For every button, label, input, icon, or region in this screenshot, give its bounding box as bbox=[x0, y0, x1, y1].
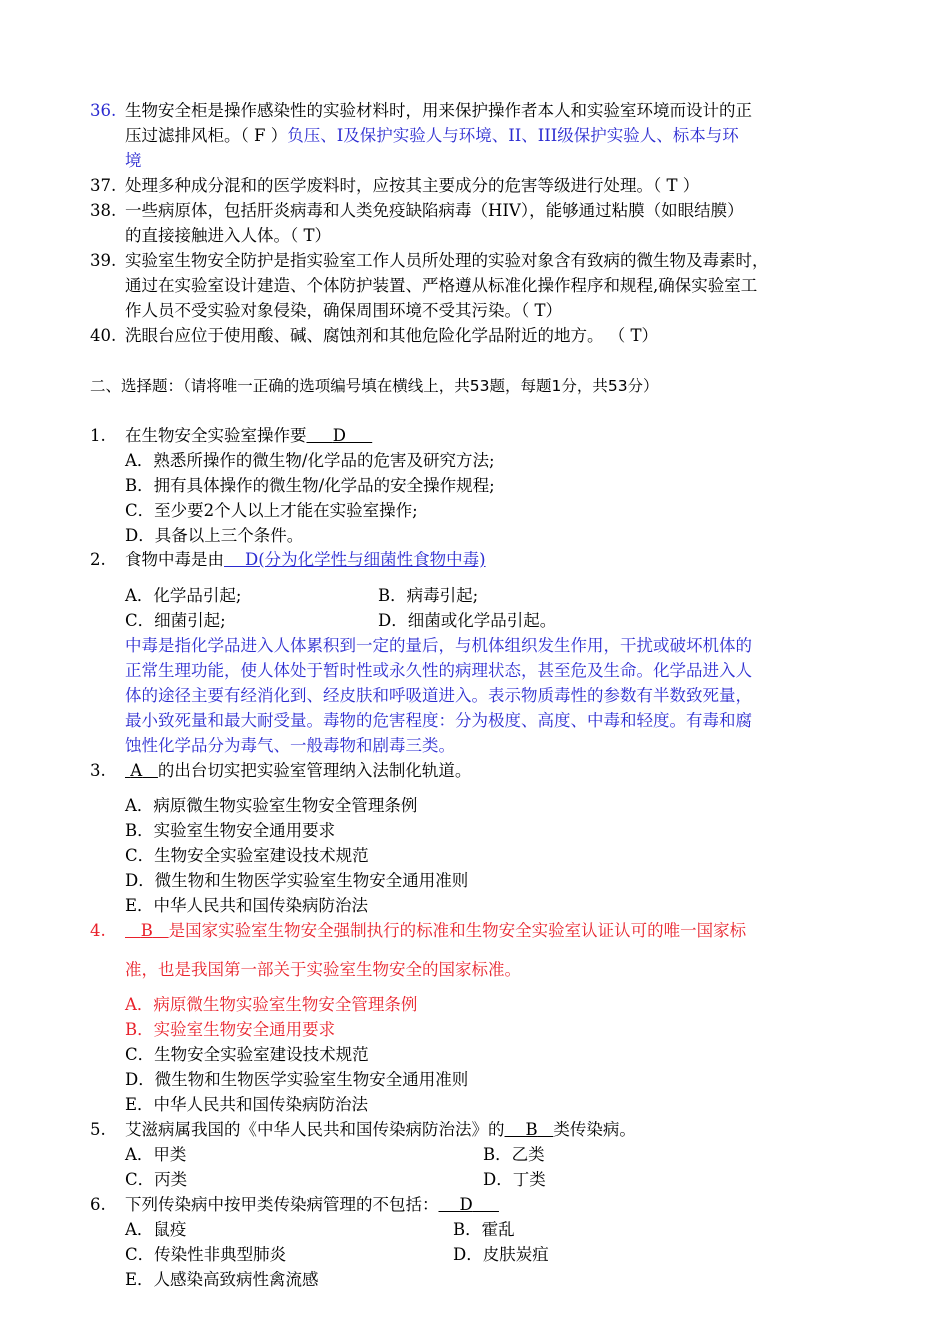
explanation-note: 正常生理功能，使人体处于暂时性或永久性的病理状态，甚至危及生命。化学品进入人 bbox=[125, 661, 752, 680]
option: B．实验室生物安全通用要求 bbox=[125, 1020, 336, 1039]
question-number: 2. bbox=[90, 550, 106, 569]
answer-blank: D bbox=[459, 1195, 473, 1214]
item-number: 38. bbox=[90, 201, 117, 220]
item-number: 37. bbox=[90, 176, 117, 195]
tf-text-part: 压过滤排风柜。（ F ） bbox=[125, 126, 288, 145]
tf-text: 作人员不受实验对象侵染，确保周围环境不受其污染。（ T） bbox=[125, 301, 563, 320]
tf-text: 一些病原体，包括肝炎病毒和人类免疫缺陷病毒（HIV），能够通过粘膜（如眼结膜） bbox=[125, 201, 744, 220]
answer-blank: A bbox=[130, 761, 143, 780]
option: E．中华人民共和国传染病防治法 bbox=[125, 896, 369, 915]
answer-blank: B bbox=[140, 921, 153, 940]
explanation-note: 最小致死量和最大耐受量。毒物的危害程度：分为极度、高度、中毒和轻度。有毒和腐 bbox=[125, 711, 752, 730]
tf-note-blue: 境 bbox=[125, 151, 142, 170]
explanation-note: 体的途径主要有经消化到、经皮肤和呼吸道进入。表示物质毒性的参数有半数致死量， bbox=[125, 686, 752, 705]
question-stem: 下列传染病中按甲类传染病管理的不包括： D bbox=[125, 1195, 499, 1215]
explanation-note: 中毒是指化学品进入人体累积到一定的量后，与机体组织发生作用，干扰或破坏机体的 bbox=[125, 636, 752, 655]
question-number: 6. bbox=[90, 1195, 106, 1214]
answer-blank: D bbox=[332, 426, 346, 445]
tf-text: 洗眼台应位于使用酸、碱、腐蚀剂和其他危险化学品附近的地方。 （ T） bbox=[125, 326, 658, 345]
option: B．病毒引起; bbox=[378, 586, 479, 605]
section-header: 二、选择题：（请将唯一正确的选项编号填在横线上，共53题，每题1分，共53分） bbox=[90, 377, 659, 395]
question-number: 3. bbox=[90, 761, 106, 780]
question-stem: B 是国家实验室生物安全强制执行的标准和生物安全实验室认证认可的唯一国家标 bbox=[125, 921, 746, 941]
option: D．细菌或化学品引起。 bbox=[378, 611, 557, 630]
option: B．拥有具体操作的微生物/化学品的安全操作规程; bbox=[125, 476, 495, 495]
tf-text: 处理多种成分混和的医学废料时，应按其主要成分的危害等级进行处理。（ T ） bbox=[125, 176, 700, 195]
item-number: 39. bbox=[90, 251, 117, 270]
option: D．丁类 bbox=[483, 1170, 546, 1189]
question-stem: 准，也是我国第一部关于实验室生物安全的国家标准。 bbox=[125, 960, 521, 979]
explanation-note: 蚀性化学品分为毒气、一般毒物和剧毒三类。 bbox=[125, 736, 455, 755]
question-number: 5. bbox=[90, 1120, 106, 1139]
option: C．传染性非典型肺炎 bbox=[125, 1245, 287, 1264]
question-stem: 在生物安全实验室操作要 D bbox=[125, 426, 372, 446]
option: D．微生物和生物医学实验室生物安全通用准则 bbox=[125, 1070, 469, 1089]
option: A．病原微生物实验室生物安全管理条例 bbox=[125, 995, 418, 1014]
option: D．具备以上三个条件。 bbox=[125, 526, 304, 545]
option: D．皮肤炭疽 bbox=[453, 1245, 549, 1264]
option: C．丙类 bbox=[125, 1170, 188, 1189]
answer-blank: B bbox=[525, 1120, 538, 1139]
item-number: 40. bbox=[90, 326, 117, 345]
option: A．甲类 bbox=[125, 1145, 187, 1164]
tf-note-blue: 负压、I及保护实验人与环境、II、III级保护实验人、标本与环 bbox=[287, 126, 739, 145]
tf-text: 实验室生物安全防护是指实验室工作人员所处理的实验对象含有致病的微生物及毒素时， bbox=[125, 251, 769, 270]
question-stem: 食物中毒是由 D(分为化学性与细菌性食物中毒) bbox=[125, 550, 486, 569]
answer-blank: D(分为化学性与细菌性食物中毒) bbox=[244, 550, 486, 569]
question-stem: A 的出台切实把实验室管理纳入法制化轨道。 bbox=[125, 761, 471, 781]
option: A．化学品引起; bbox=[125, 586, 242, 605]
option: C．生物安全实验室建设技术规范 bbox=[125, 1045, 369, 1064]
option: B．乙类 bbox=[483, 1145, 545, 1164]
question-number: 1. bbox=[90, 426, 106, 445]
option: B．霍乱 bbox=[453, 1220, 515, 1239]
option: E．人感染高致病性禽流感 bbox=[125, 1270, 319, 1289]
tf-text: 通过在实验室设计建造、个体防护装置、严格遵从标准化操作程序和规程,确保实验室工 bbox=[125, 276, 758, 295]
option: A．鼠疫 bbox=[125, 1220, 187, 1239]
option: C．细菌引起; bbox=[125, 611, 226, 630]
option: C．生物安全实验室建设技术规范 bbox=[125, 846, 369, 865]
tf-text: 的直接接触进入人体。（ T） bbox=[125, 226, 332, 245]
question-number: 4. bbox=[90, 921, 106, 940]
question-stem: 艾滋病属我国的《中华人民共和国传染病防治法》的 B 类传染病。 bbox=[125, 1120, 636, 1139]
option: C．至少要2个人以上才能在实验室操作; bbox=[125, 501, 418, 520]
tf-text: 生物安全柜是操作感染性的实验材料时，用来保护操作者本人和实验室环境而设计的正 bbox=[125, 101, 752, 120]
option: A．病原微生物实验室生物安全管理条例 bbox=[125, 796, 418, 815]
option: A．熟悉所操作的微生物/化学品的危害及研究方法; bbox=[125, 451, 495, 470]
option: D．微生物和生物医学实验室生物安全通用准则 bbox=[125, 871, 469, 890]
tf-text bbox=[125, 126, 739, 146]
option: B．实验室生物安全通用要求 bbox=[125, 821, 336, 840]
option: E．中华人民共和国传染病防治法 bbox=[125, 1095, 369, 1114]
item-number: 36. bbox=[90, 101, 117, 120]
